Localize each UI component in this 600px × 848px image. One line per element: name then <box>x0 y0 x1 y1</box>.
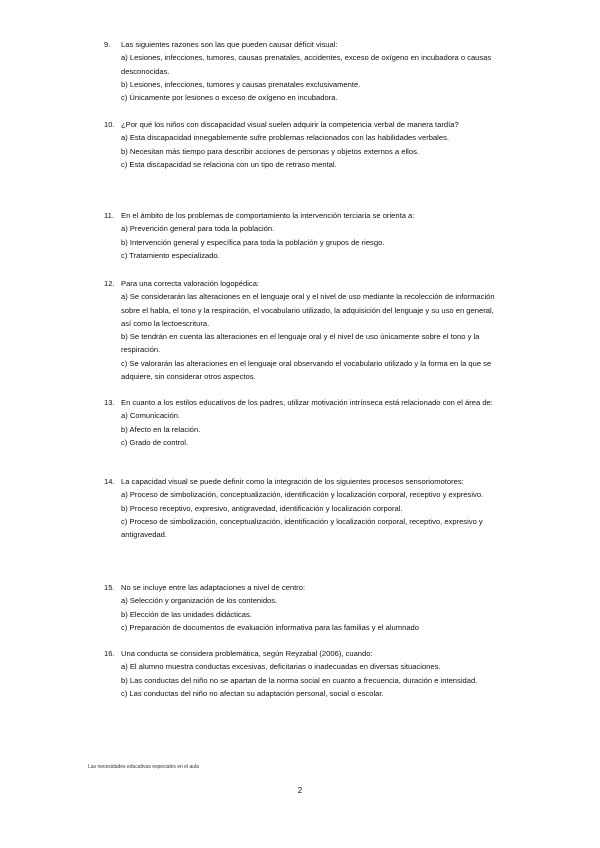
option-b: b) Las conductas del niño no se apartan de la norma social en cuanto a frecuencia, duración e intensidad. <box>121 675 478 685</box>
option-b: b) Lesiones, infecciones, tumores y causas prenatales exclusivamente. <box>121 79 361 89</box>
option-c: c) Se valorarán las alteraciones en el lenguaje oral observando el vocabulario utilizado y la forma en la que se adquiere, sin considerar otros aspectos. <box>121 358 492 382</box>
question-14 <box>104 475 499 541</box>
option-a: a) Prevención general para toda la población. <box>121 224 275 234</box>
option-b: b) Elección de las unidades didácticas. <box>121 609 252 619</box>
option-c: c) Las conductas del niño no afectan su adaptación personal, social o escolar. <box>121 688 384 698</box>
option-a: a) Esta discapacidad innegablemente sufre problemas relacionados con las habilidades verbales. <box>121 133 449 143</box>
option-c: c) Esta discapacidad se relaciona con un tipo de retraso mental. <box>121 159 337 169</box>
option-c: c) Proceso de simbolización, conceptualización, identificación y localización corporal, receptivo, expresivo y antigravedad. <box>121 516 483 540</box>
question-number: 14. <box>104 477 115 486</box>
option-a: a) El alumno muestra conductas excesivas, deficitarias o inadecuadas en diversas situaciones. <box>121 662 441 672</box>
option-a: a) Proceso de simbolización, conceptualización, identificación y localización corporal, receptivo y expresivo. <box>121 490 484 500</box>
question-text: No se incluye entre las adaptaciones a nivel de centro: <box>121 583 306 592</box>
question-text: Para una correcta valoración logopédica: <box>121 279 260 288</box>
option-b: b) Necesitan más tiempo para describir acciones de personas y objetos externos a ellos. <box>121 146 419 156</box>
answer-options <box>121 409 499 449</box>
question-10 <box>104 118 499 171</box>
question-text: En cuanto a los estilos educativos de los padres, utilizar motivación intrínseca está relacionado con el área de: <box>121 398 493 407</box>
option-a: a) Comunicación. <box>121 411 181 421</box>
question-number: 15. <box>104 583 115 592</box>
option-a: a) Selección y organización de los contenidos. <box>121 596 278 606</box>
answer-options <box>121 660 499 700</box>
question-12 <box>104 277 499 383</box>
question-text: ¿Por qué los niños con discapacidad visual suelen adquirir la competencia verbal de manera tardía? <box>121 120 459 129</box>
question-number: 13. <box>104 398 115 407</box>
question-11 <box>104 209 499 262</box>
question-number: 9. <box>104 40 111 49</box>
option-c: c) Preparación de documentos de evaluación informativa para las familias y el alumnado <box>121 622 420 632</box>
answer-options <box>121 594 499 634</box>
question-16 <box>104 647 499 700</box>
question-text: La capacidad visual se puede definir como la integración de los siguientes procesos sensoriomotores: <box>121 477 464 486</box>
option-c: c) Tratamiento especializado. <box>121 250 220 260</box>
answer-options <box>121 290 499 383</box>
answer-options <box>121 131 499 171</box>
answer-options <box>121 222 499 262</box>
page-number: 2 <box>297 786 303 795</box>
page-footer: Las necesidades educativas especiales en el aula <box>88 764 199 770</box>
question-text: Las siguientes razones son las que pueden causar déficit visual: <box>121 40 338 49</box>
option-b: b) Se tendrán en cuenta las alteraciones en el lenguaje oral y el nivel de uso únicamente sobre el tono y la respiración. <box>121 332 480 355</box>
question-number: 10. <box>104 120 115 129</box>
option-b: b) Afecto en la relación. <box>121 424 201 434</box>
question-text: En el ámbito de los problemas de comportamiento la intervención terciaria se orienta a: <box>121 211 415 220</box>
option-b: b) Intervención general y específica para toda la población y grupos de riesgo. <box>121 237 385 247</box>
option-c: c) Únicamente por lesiones o exceso de oxígeno en incubadora. <box>121 93 338 103</box>
question-text: Una conducta se considera problemática, según Reyzabal (2006), cuando: <box>121 649 373 658</box>
answer-options <box>121 488 499 541</box>
answer-options <box>121 51 499 104</box>
question-number: 12. <box>104 279 115 288</box>
option-c: c) Grado de control. <box>121 437 189 447</box>
option-a: a) Lesiones, infecciones, tumores, causas prenatales, accidentes, exceso de oxígeno en incubadora o causas desconocidas. <box>121 53 492 76</box>
option-b: b) Proceso receptivo, expresivo, antigravedad, identificación y localización corporal. <box>121 503 403 513</box>
question-9 <box>104 38 499 104</box>
option-a: a) Se considerarán las alteraciones en el lenguaje oral y el nivel de uso mediante la recolección de información sobre el habla, el tono y la respiración, el vocabulario utilizado, la adquisición del lenguaje y su uso en general, así como la lectoescritura. <box>121 292 495 328</box>
question-number: 11. <box>104 211 114 220</box>
question-15 <box>104 581 499 634</box>
question-13 <box>104 396 499 449</box>
question-number: 16. <box>104 649 115 658</box>
